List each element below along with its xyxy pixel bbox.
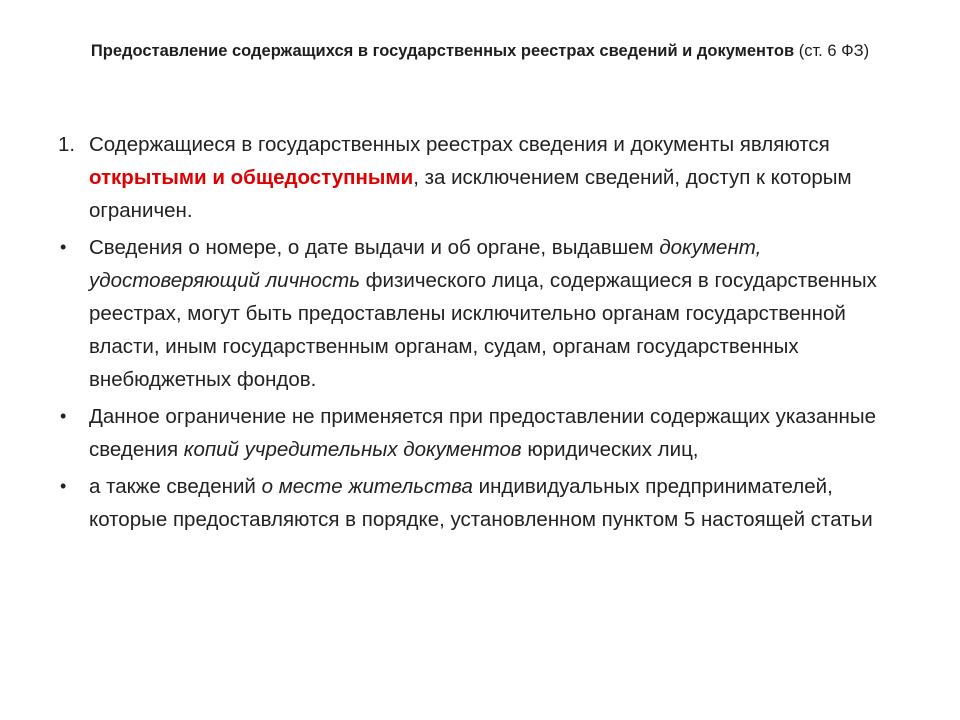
bullet-1-italic: документ, удостоверяющий личность (89, 236, 762, 292)
bullet-item-1 (58, 231, 908, 396)
slide-title-suffix: (ст. 6 ФЗ) (794, 42, 870, 60)
bullet-item-2 (58, 400, 908, 466)
bullet-marker: • (60, 237, 67, 257)
slide-body (58, 128, 908, 540)
bullet-2-italic: копий учредительных документов (183, 438, 522, 461)
bullet-item-3 (58, 470, 908, 536)
slide-title (40, 36, 920, 66)
bullet-1-text-start: Сведения о номере, о дате выдачи и об органе, выдавшем (89, 236, 660, 259)
bullet-2-text-end: юридических лиц, (521, 438, 699, 461)
item-1-highlight: открытыми и общедоступными (89, 166, 414, 189)
slide-title-bold: Предоставление содержащихся в государственных реестрах сведений и документов (90, 42, 795, 60)
item-1-text-end: , за исключением сведений, доступ к которым ограничен. (89, 166, 852, 222)
bullet-3-italic: о месте жительства (261, 475, 473, 498)
bullet-1-text-end: физического лица, содержащиеся в государственных реестрах, могут быть предоставлены исключительно органам государственной власти, иным государственным органам, судам, органам государственных внебюджетных фондов. (89, 269, 877, 391)
bullet-3-text-start: а также сведений (89, 475, 262, 498)
bullet-2-text-start: Данное ограничение не применяется при предоставлении содержащих указанные сведения (89, 405, 877, 461)
item-1-text-start: Содержащиеся в государственных реестрах сведения и документы являются (89, 133, 830, 156)
bullet-3-text-end: индивидуальных предпринимателей, которые предоставляются в порядке, установленном пунктом 5 настоящей статьи (89, 475, 873, 531)
bullet-marker: • (60, 406, 67, 426)
bullet-marker: • (60, 476, 67, 496)
numbered-item-1 (58, 128, 908, 227)
item-number: 1. (58, 133, 76, 156)
